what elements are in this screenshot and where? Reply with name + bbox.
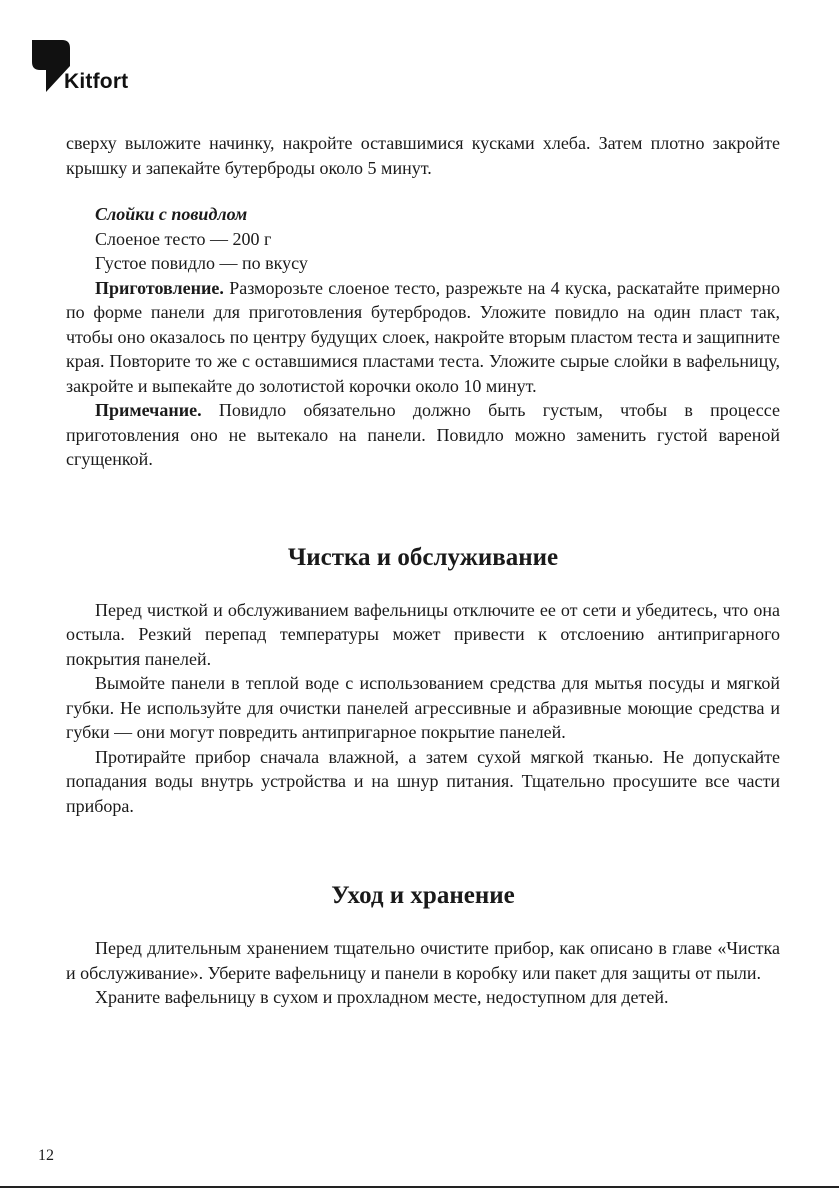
storage-heading: Уход и хранение: [331, 882, 515, 909]
note-paragraph: [66, 398, 780, 472]
intro-paragraph: сверху выложите начинку, накройте оставшимися кусками хлеба. Затем плотно закройте крышку и запекайте бутерброды около 5 минут.: [66, 133, 780, 178]
page-number: 12: [38, 1147, 54, 1164]
storage-paragraph: Храните вафельницу в сухом и прохладном месте, недоступном для детей.: [95, 987, 669, 1007]
note-text: Повидло обязательно должно быть густым, чтобы в процессе приготовления оно не вытекало на панели. Повидло можно заменить густой вареной сгущенкой.: [66, 400, 780, 469]
preparation-text: Разморозьте слоеное тесто, разрежьте на 4 куска, раскатайте примерно по форме панели для приготовления бутербродов. Уложите повидло на один пласт так, чтобы оно оказалось по центру будущих слоек, накройте вторым пластом теста и защипните края. Повторите то же с оставшимися пластами теста. Уложите сырые слойки в вафельницу, закройте и выпекайте до золотистой корочки около 10 минут.: [66, 277, 780, 396]
preparation-label: Приготовление.: [95, 277, 224, 298]
cleaning-heading: Чистка и обслуживание: [287, 543, 559, 571]
page-content: [66, 131, 780, 1010]
preparation-paragraph: [66, 276, 780, 399]
brand-name: Kitfort: [64, 70, 129, 93]
cleaning-paragraph: Вымойте панели в теплой воде с использованием средства для мытья посуды и мягкой губки. Не используйте для очистки панелей агрессивные и абразивные моющие средства и губки — они могут повредить антипригарное покрытие панелей.: [66, 673, 780, 742]
cleaning-paragraph: Протирайте прибор сначала влажной, а затем сухой мягкой тканью. Не допускайте попадания воды внутрь устройства и на шнур питания. Тщательно просушите все части прибора.: [66, 746, 780, 816]
ingredient-item: Густое повидло — по вкусу: [95, 253, 308, 273]
ingredient-item: Слоеное тесто — 200 г: [95, 228, 272, 249]
note-label: Примечание.: [95, 400, 202, 420]
recipe-title: Слойки с повидлом: [95, 204, 248, 224]
storage-paragraph: Перед длительным хранением тщательно очистите прибор, как описано в главе «Чистка и обслуживание». Уберите вафельницу и панели в коробку или пакет для защиты от пыли.: [66, 938, 780, 983]
brand-logo: [32, 40, 142, 96]
cleaning-paragraph: Перед чисткой и обслуживанием вафельницы отключите ее от сети и убедитесь, что она остыла. Резкий перепад температуры может привести к отслоению антипригарного покрытия панелей.: [66, 599, 780, 669]
